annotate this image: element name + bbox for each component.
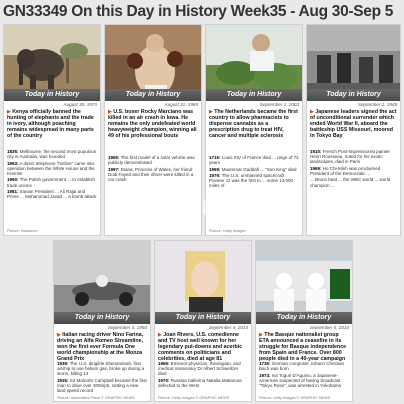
list-item: 1965: The first model of a solar vehicle was publicly demonstrated [108, 155, 195, 166]
card-headline: ▶ The Basque nationalist group ETA announced a ceasefire in its struggle for Basque independence from Spain and France. Over 800 people died in a 40-year campaign [259, 332, 347, 363]
today-in-history-banner: Today in History [206, 89, 302, 101]
today-in-history-banner: Today in History [105, 89, 201, 101]
list-item: 1969: Muammar Gaddafi ... "Sun King" died [209, 166, 297, 172]
list-item: ... Bruno beat ... the WBC world ... world champion ... [310, 177, 391, 188]
photo-credit: Picture: Associated Press © GRAPHIC NEWS [57, 396, 135, 400]
card-date: September 4, 2014 [208, 325, 248, 330]
triangle-bullet-icon: ▶ [7, 109, 13, 115]
today-in-history-banner: Today in History [256, 312, 352, 324]
triangle-bullet-icon: ▶ [310, 109, 316, 115]
list-item: 1715: Louis XIV of France died ... reign of 72 years [209, 155, 299, 166]
list-item: 1970: Russian ballerina Natalia Makarova defected to the West [158, 377, 242, 388]
card-aug-31 [104, 24, 202, 236]
triangle-bullet-icon: ▶ [108, 109, 114, 115]
watermark: GRAPHIC NEWS [117, 195, 303, 220]
photo-credit: Picture: Getty Images © GRAPHIC NEWS [158, 396, 230, 400]
card-date: September 2, 1945 [357, 102, 397, 107]
today-in-history-banner: Today in History [54, 312, 150, 324]
card-sep-5 [255, 240, 353, 402]
joan-rivers-photo [155, 241, 251, 323]
events-list [158, 361, 248, 389]
card-date: September 5, 2010 [309, 325, 349, 330]
eta-photo [256, 241, 352, 323]
page-title: GN33349 On this Day in History Week35 - Aug 30-Sep 5 [3, 3, 394, 20]
card-headline: ▶ The Netherlands became the first country to allow pharmacists to dispense cannabis as a prescription drug to treat HIV, cancer and multiple sclerosis [209, 109, 298, 140]
card-headline: ▶ Japanese leaders signed the act of unconditional surrender which ended World War II, aboard the battleship USS Missouri, moored in Tokyo Bay [310, 109, 397, 140]
events-list [310, 149, 397, 189]
card-sep-4 [154, 240, 252, 402]
events-list [57, 361, 147, 395]
triangle-bullet-icon: ▶ [259, 332, 265, 338]
photo-credit: Picture: Getty Images [209, 229, 246, 233]
today-in-history-banner: Today in History [155, 312, 251, 324]
events-list [108, 155, 198, 183]
list-item: 1990: The Polish government ... to establish trade unions [7, 177, 95, 188]
list-item: 1974: Iva Toguri D'Aquino, a Japanese-American suspected of having broadcast "Tokyo Rose", was arrested in Yokohama [259, 372, 341, 388]
photo-credit: Picture: Getty Images © GRAPHIC NEWS [259, 396, 331, 400]
card-date: September 3, 1950 [107, 325, 147, 330]
card-headline: ▶ Kenya officially banned the hunting of elephants and the trade in ivory, although poaching remains widespread in many parts of the country [7, 109, 94, 140]
card-sep-3 [53, 240, 151, 402]
list-item: 1981: Iranian President ... Ali Rajai and Prime ... Mohammad Javad ... a bomb attack [7, 188, 97, 200]
list-item: 1969: Ho Chi-Minh was proclaimed President of the Democratic ... [310, 165, 381, 176]
card-date: August 30, 1973 [63, 102, 97, 107]
card-date: August 31, 1969 [164, 102, 198, 107]
photo-credit: Picture: Newscom [7, 229, 38, 233]
events-list [209, 155, 299, 190]
card-headline: ▶ U.S. boxer Rocky Marciano was killed in an air crash in Iowa. He remains the only undefeated world heavyweight champion, winning all 49 of his professional bouts [108, 109, 197, 140]
events-list [7, 149, 97, 201]
triangle-bullet-icon: ▶ [158, 332, 164, 338]
list-item: 1835: Melbourne, the second most populous city in Australia, was founded [7, 149, 97, 160]
events-list [259, 361, 349, 389]
card-headline: ▶ Italian racing driver Nino Farina, driving an Alfa Romeo Streamline, won the first ever Formula One world championship at the Monza Grand Prix [57, 332, 144, 363]
list-item: 1910: French Post-Impressionist painter Henri Rousseau, noted for his exotic landscapes, died in Paris [310, 149, 391, 165]
card-date: September 1, 2003 [259, 102, 299, 107]
card-headline: ▶ Joan Rivers, U.S. comedienne and TV host well known for her legendary put-downs and acerbic comments on politicians and celebrities, died at age 81 [158, 332, 243, 363]
list-item: 1963: A direct telephone "hotline" came into operation between the White House and the Kremlin [7, 160, 95, 176]
list-item: 1935: The U.S. dirigible Shenandoah, first airship to use helium gas, broke up during a storm, killing 14 [57, 361, 145, 377]
card-sep-2 [306, 24, 401, 236]
list-item: 1935: Sir Malcolm Campbell became the first man to drive over 300mph, setting a new land speed record [57, 377, 147, 394]
today-in-history-banner: Today in History [4, 89, 100, 101]
list-item: 1979: The U.S. unmanned spacecraft Pioneer 11 was the first to ... some 13,000 miles of [209, 172, 293, 189]
racing-car-photo [54, 241, 150, 323]
today-in-history-banner: Today in History [307, 89, 400, 101]
list-item: 1997: Diana, Princess of Wales, her friend Dodi Fayed and their driver were killed in a car crash [108, 166, 194, 182]
list-item: 1735: German composer Johann Christian Bach was born [259, 361, 345, 372]
list-item: 1965: Eminent physician, theologian, and medical missionary Dr Albert Schweitzer died [158, 361, 241, 377]
triangle-bullet-icon: ▶ [209, 109, 215, 115]
card-aug-30 [3, 24, 101, 236]
triangle-bullet-icon: ▶ [57, 332, 63, 338]
card-sep-1 [205, 24, 303, 236]
